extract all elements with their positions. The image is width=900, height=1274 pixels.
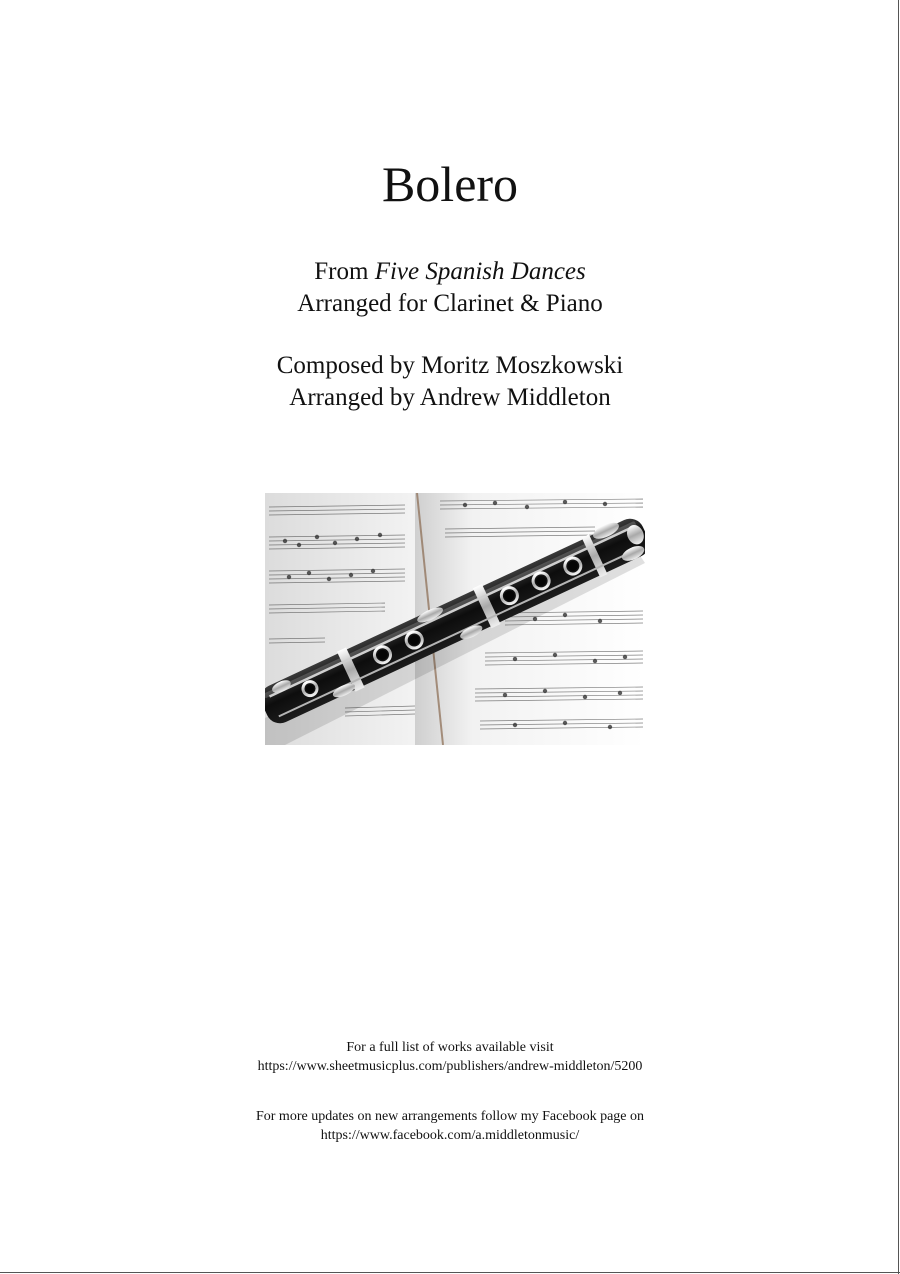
subtitle-block bbox=[0, 256, 900, 320]
collection-line bbox=[0, 256, 900, 288]
page-title: Bolero bbox=[381, 156, 519, 212]
clarinet-on-sheet-music-image bbox=[265, 493, 645, 745]
facebook-url-link[interactable]: https://www.facebook.com/a.middletonmusic/ bbox=[320, 1128, 580, 1143]
works-notice bbox=[0, 1038, 900, 1076]
credits-block bbox=[0, 350, 900, 414]
works-url-link[interactable]: https://www.sheetmusicplus.com/publishers/andrew-middleton/5200 bbox=[257, 1059, 643, 1074]
updates-line: For more updates on new arrangements follow my Facebook page on bbox=[255, 1109, 644, 1124]
composer-line: Composed by Moritz Moszkowski bbox=[276, 352, 624, 379]
arranger-line: Arranged by Andrew Middleton bbox=[289, 384, 611, 411]
from-prefix: From bbox=[314, 258, 369, 285]
page-border-bottom bbox=[0, 1272, 900, 1273]
collection-title: Five Spanish Dances bbox=[374, 258, 586, 285]
arranged-for-line: Arranged for Clarinet & Piano bbox=[297, 290, 603, 317]
works-line: For a full list of works available visit bbox=[346, 1040, 554, 1055]
updates-notice bbox=[0, 1107, 900, 1145]
